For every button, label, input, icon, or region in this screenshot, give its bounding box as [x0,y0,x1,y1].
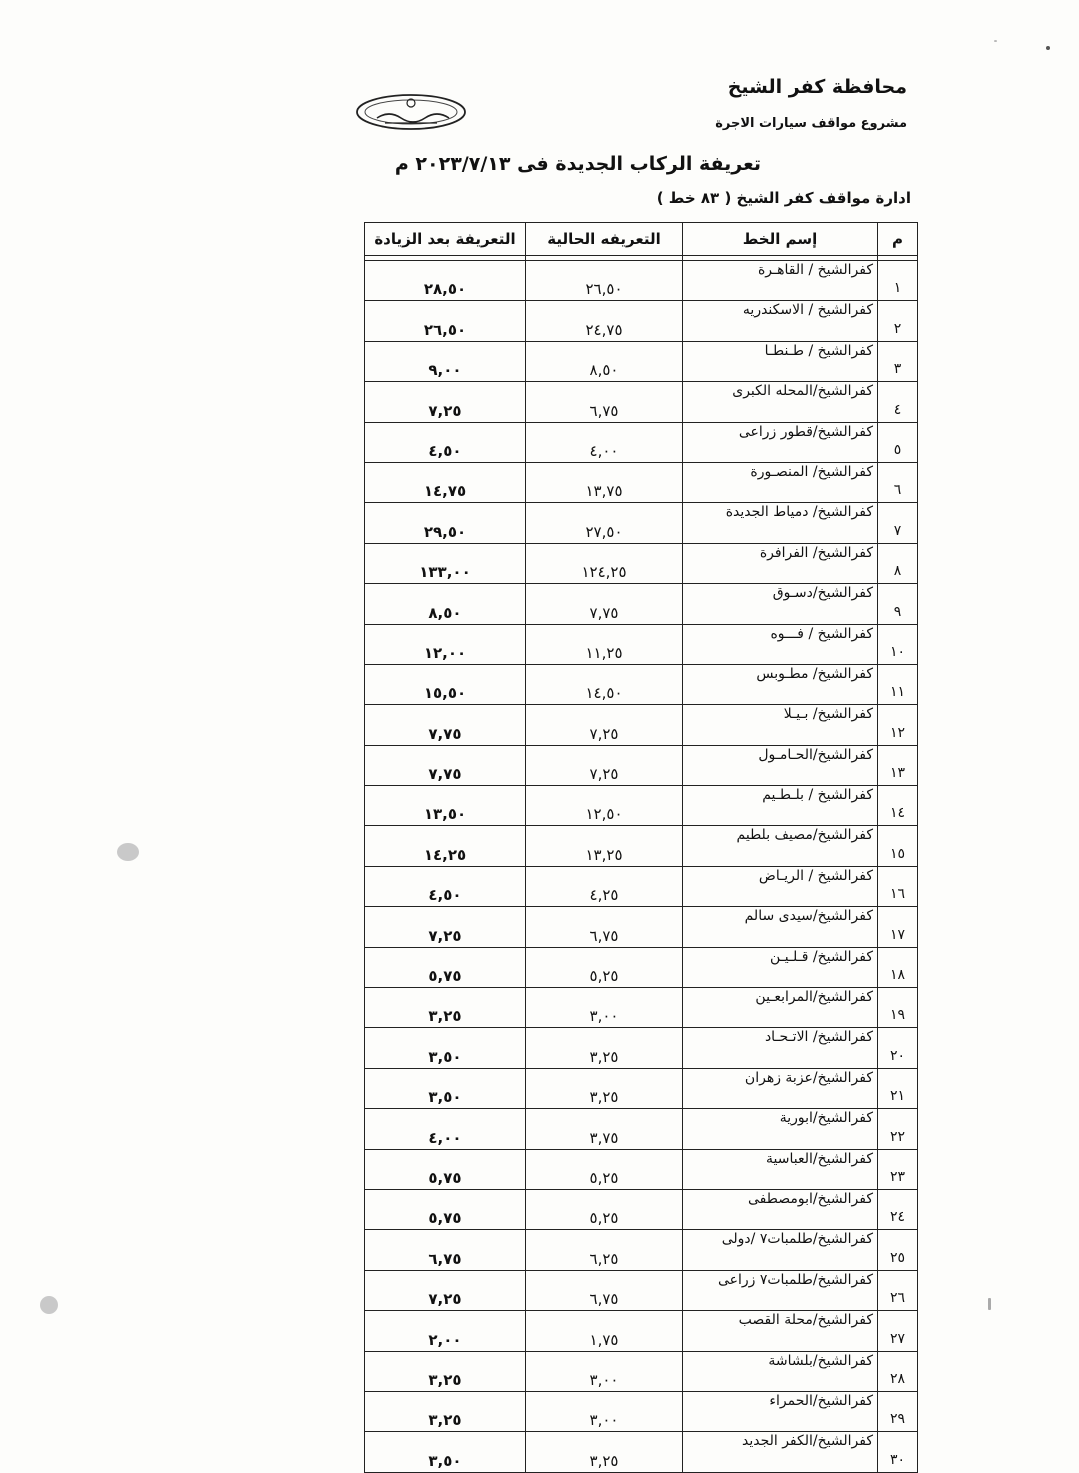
current-fare: ٣,٢٥ [526,1068,683,1108]
line-name: كفرالشيخ/قطور زراعى [683,422,878,462]
table-row [365,1311,918,1351]
line-name: كفرالشيخ / الريـاض [683,866,878,906]
new-fare: ٥,٧٥ [365,1189,526,1229]
row-number: ٣ [878,341,918,381]
new-fare: ٣,٥٠ [365,1432,526,1472]
new-fare: ٣,٥٠ [365,1068,526,1108]
table-row [365,503,918,543]
line-name: كفرالشيخ/العباسية [683,1149,878,1189]
scan-speck [117,843,139,861]
new-fare: ١٤,٧٥ [365,462,526,502]
row-number: ٣٠ [878,1432,918,1472]
line-name: كفرالشيخ/المحله الكبرى [683,382,878,422]
line-name: كفرالشيخ/محلة القصب [683,1311,878,1351]
table-row [365,341,918,381]
row-number: ١٢ [878,705,918,745]
current-fare: ٥,٢٥ [526,947,683,987]
line-name: كفرالشيخ/ مطـوبس [683,664,878,704]
row-number: ١٦ [878,866,918,906]
table-row [365,584,918,624]
header-current-fare: التعريفه الحالية [526,223,683,256]
row-number: ٢٦ [878,1270,918,1310]
table-row [365,624,918,664]
fares-table [364,222,918,1473]
project-name: مشروع مواقف سيارات الاجرة [715,116,907,131]
current-fare: ١١,٢٥ [526,624,683,664]
current-fare: ٣,٠٠ [526,988,683,1028]
row-number: ٢٧ [878,1311,918,1351]
table-row [365,988,918,1028]
new-fare: ١٥,٥٠ [365,664,526,704]
table-row [365,462,918,502]
row-number: ٦ [878,462,918,502]
row-number: ٢٤ [878,1189,918,1229]
row-number: ٨ [878,543,918,583]
line-name: كفرالشيخ/ دمياط الجديدة [683,503,878,543]
new-fare: ١٤,٢٥ [365,826,526,866]
line-name: كفرالشيخ/ الاتـحـاد [683,1028,878,1068]
row-number: ١ [878,261,918,301]
line-name: كفرالشيخ/الكفر الجديد [683,1432,878,1472]
line-name: كفرالشيخ/الحـامـول [683,745,878,785]
new-fare: ١٣,٥٠ [365,786,526,826]
new-fare: ١٢,٠٠ [365,624,526,664]
new-fare: ٥,٧٥ [365,947,526,987]
table-header-row [365,223,918,256]
table-row [365,1270,918,1310]
administration-label: ادارة مواقف كفر الشيخ ( ٨٣ خط ) [656,189,911,207]
current-fare: ٢٤,٧٥ [526,301,683,341]
line-name: كفرالشيخ/بلشاشة [683,1351,878,1391]
table-row [365,1068,918,1108]
new-fare: ٢,٠٠ [365,1311,526,1351]
current-fare: ٦,٢٥ [526,1230,683,1270]
table-row [365,907,918,947]
current-fare: ٤,٠٠ [526,422,683,462]
row-number: ١٤ [878,786,918,826]
row-number: ٢٥ [878,1230,918,1270]
table-row [365,1189,918,1229]
table-row [365,664,918,704]
table-row [365,1149,918,1189]
scan-speck [1046,46,1050,50]
current-fare: ٢٦,٥٠ [526,261,683,301]
document-title: تعريفة الركاب الجديدة فى ٢٠٢٣/٧/١٣ م [394,153,761,175]
new-fare: ٧,٧٥ [365,745,526,785]
line-name: كفرالشيخ/طلمبات٧ زراعى [683,1270,878,1310]
line-name: كفرالشيخ / طـنطـا [683,341,878,381]
line-name: كفرالشيخ/طلمبات٧ /دولى [683,1230,878,1270]
table-row [365,947,918,987]
line-name: كفرالشيخ/ قـلـيـن [683,947,878,987]
row-number: ١٨ [878,947,918,987]
header-new-fare: التعريفة بعد الزيادة [365,223,526,256]
row-number: ٢٩ [878,1391,918,1431]
table-row [365,422,918,462]
current-fare: ٥,٢٥ [526,1149,683,1189]
row-number: ٧ [878,503,918,543]
table-row [365,1432,918,1472]
header-line-name: إسم الخط [683,223,878,256]
table-row [365,1028,918,1068]
new-fare: ٧,٢٥ [365,907,526,947]
row-number: ١٠ [878,624,918,664]
table-row [365,1391,918,1431]
new-fare: ٢٨,٥٠ [365,261,526,301]
new-fare: ٢٦,٥٠ [365,301,526,341]
current-fare: ١٣,٢٥ [526,826,683,866]
new-fare: ٣,٢٥ [365,988,526,1028]
table-row [365,543,918,583]
row-number: ٢٣ [878,1149,918,1189]
new-fare: ٤,٥٠ [365,866,526,906]
line-name: كفرالشيخ / الاسكندريه [683,301,878,341]
row-number: ٤ [878,382,918,422]
current-fare: ١,٧٥ [526,1311,683,1351]
header-num: م [878,223,918,256]
current-fare: ٣,٠٠ [526,1351,683,1391]
row-number: ١١ [878,664,918,704]
new-fare: ٨,٥٠ [365,584,526,624]
row-number: ٢ [878,301,918,341]
row-number: ٢٢ [878,1109,918,1149]
current-fare: ٧,٢٥ [526,745,683,785]
table-row [365,261,918,301]
line-name: كفرالشيخ / بلـطـيم [683,786,878,826]
new-fare: ١٣٣,٠٠ [365,543,526,583]
table-row [365,826,918,866]
current-fare: ١٤,٥٠ [526,664,683,704]
row-number: ٢٨ [878,1351,918,1391]
new-fare: ٢٩,٥٠ [365,503,526,543]
current-fare: ٥,٢٥ [526,1189,683,1229]
new-fare: ٧,٢٥ [365,382,526,422]
new-fare: ٩,٠٠ [365,341,526,381]
new-fare: ٦,٧٥ [365,1230,526,1270]
new-fare: ٧,٧٥ [365,705,526,745]
current-fare: ٦,٧٥ [526,1270,683,1310]
current-fare: ٦,٧٥ [526,382,683,422]
current-fare: ٣,٢٥ [526,1028,683,1068]
scan-speck [988,1298,991,1310]
table-row [365,1351,918,1391]
governorate-name: محافظة كفر الشيخ [727,76,907,98]
table-row [365,705,918,745]
current-fare: ٣,٧٥ [526,1109,683,1149]
new-fare: ٣,٢٥ [365,1391,526,1431]
current-fare: ٨,٥٠ [526,341,683,381]
row-number: ٢١ [878,1068,918,1108]
line-name: كفرالشيخ/ابومصطفى [683,1189,878,1229]
scan-speck [994,40,997,42]
current-fare: ٤,٢٥ [526,866,683,906]
line-name: كفرالشيخ/دسـوق [683,584,878,624]
line-name: كفرالشيخ/المرابعـين [683,988,878,1028]
row-number: ٢٠ [878,1028,918,1068]
line-name: كفرالشيخ/ابورية [683,1109,878,1149]
table-row [365,1230,918,1270]
table-row [365,786,918,826]
governorate-logo [355,92,467,132]
new-fare: ٥,٧٥ [365,1149,526,1189]
line-name: كفرالشيخ/ المنصـورة [683,462,878,502]
new-fare: ٣,٢٥ [365,1351,526,1391]
line-name: كفرالشيخ / فـــوه [683,624,878,664]
row-number: ١٣ [878,745,918,785]
current-fare: ١٢,٥٠ [526,786,683,826]
current-fare: ٧,٧٥ [526,584,683,624]
line-name: كفرالشيخ/ الفرافرة [683,543,878,583]
line-name: كفرالشيخ / القاهـرة [683,261,878,301]
line-name: كفرالشيخ/ بـيـلا [683,705,878,745]
row-number: ٥ [878,422,918,462]
table-row [365,745,918,785]
line-name: كفرالشيخ/سيدى سالم [683,907,878,947]
row-number: ١٩ [878,988,918,1028]
new-fare: ٤,٠٠ [365,1109,526,1149]
new-fare: ٧,٢٥ [365,1270,526,1310]
row-number: ١٥ [878,826,918,866]
line-name: كفرالشيخ/عزبة زهران [683,1068,878,1108]
current-fare: ٢٧,٥٠ [526,503,683,543]
table-row [365,866,918,906]
current-fare: ١٢٤,٢٥ [526,543,683,583]
table-row [365,382,918,422]
current-fare: ٦,٧٥ [526,907,683,947]
row-number: ٩ [878,584,918,624]
new-fare: ٤,٥٠ [365,422,526,462]
table-row [365,1109,918,1149]
table-row [365,301,918,341]
line-name: كفرالشيخ/مصيف بلطيم [683,826,878,866]
current-fare: ٧,٢٥ [526,705,683,745]
line-name: كفرالشيخ/الحمراء [683,1391,878,1431]
new-fare: ٣,٥٠ [365,1028,526,1068]
row-number: ١٧ [878,907,918,947]
current-fare: ٣,٢٥ [526,1432,683,1472]
current-fare: ١٣,٧٥ [526,462,683,502]
current-fare: ٣,٠٠ [526,1391,683,1431]
scan-speck [40,1296,58,1314]
